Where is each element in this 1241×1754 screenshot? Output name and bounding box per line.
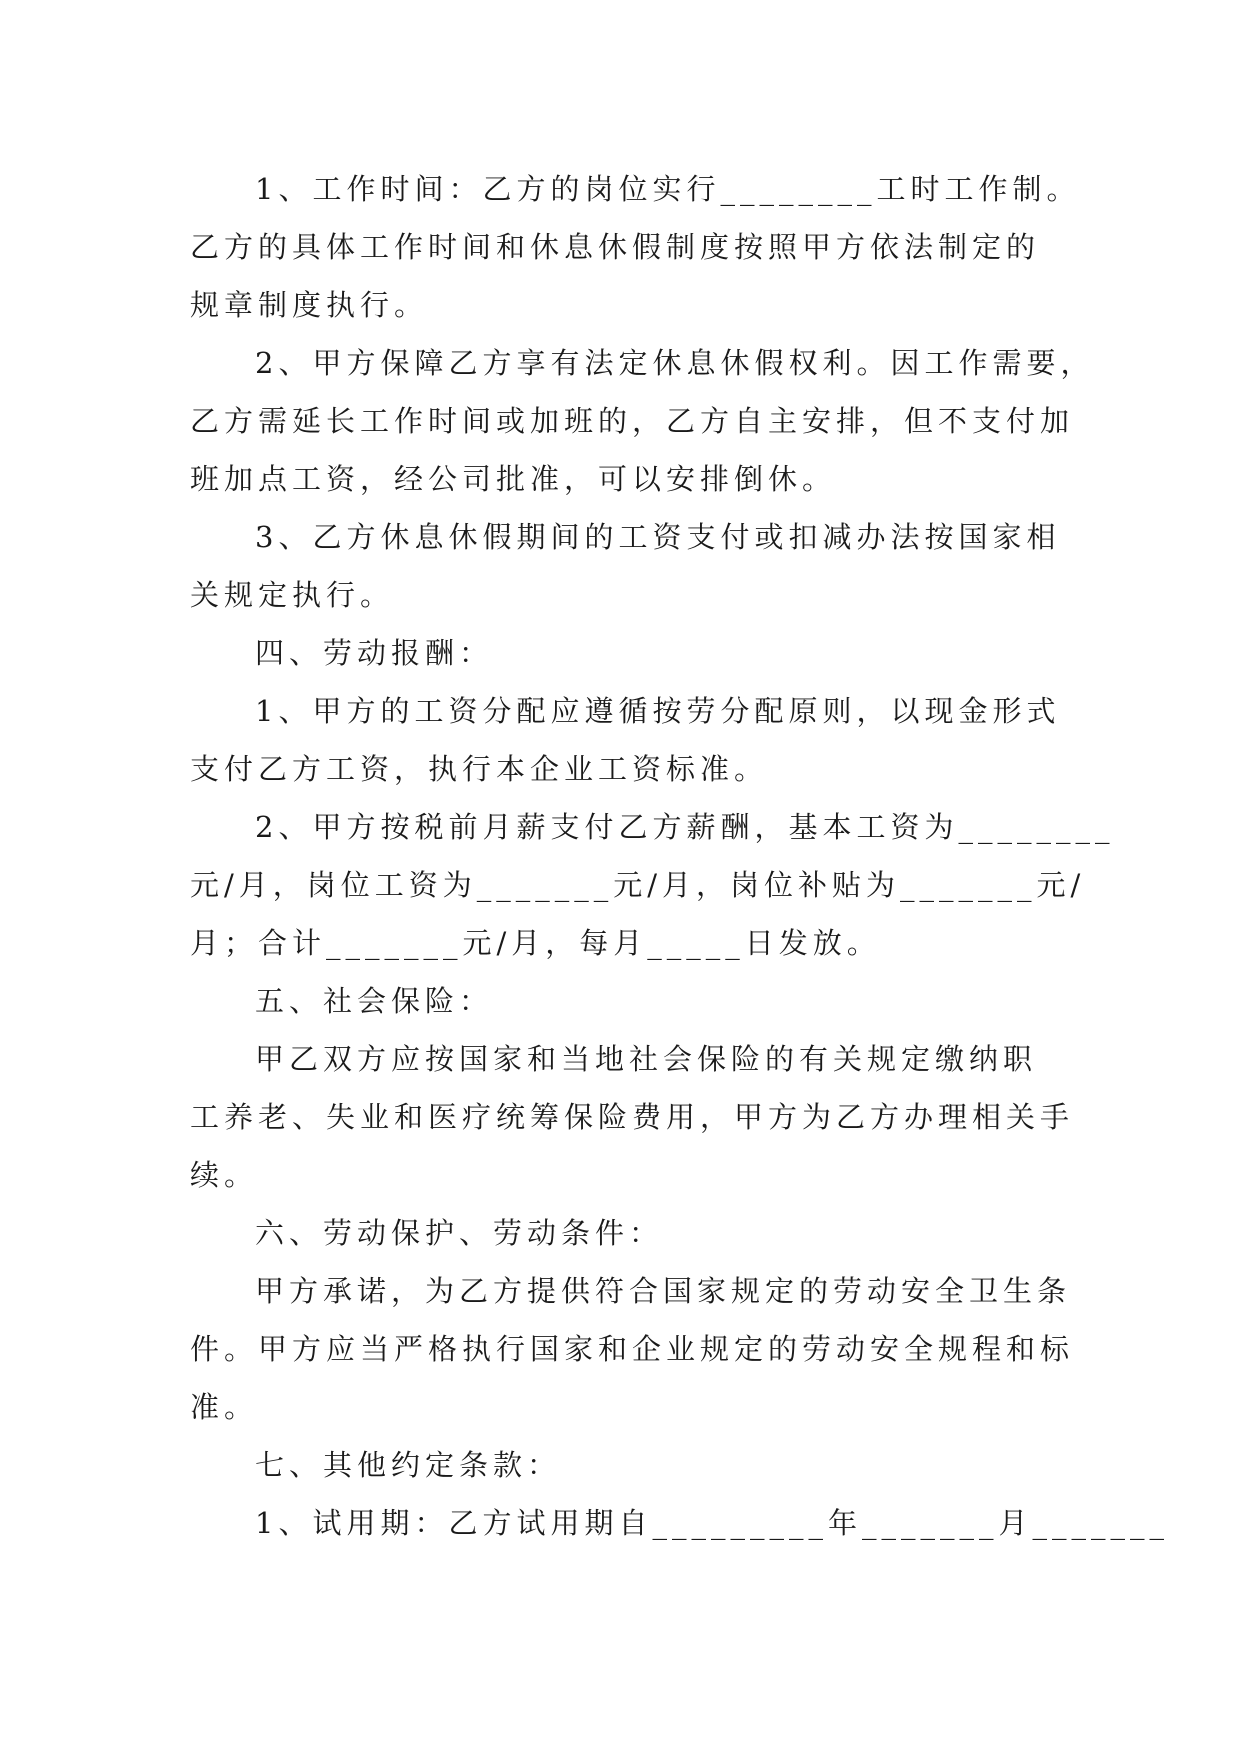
section-heading-other-terms: 七、其他约定条款： [255,1448,562,1482]
clause-probation-line-1: 1、试用期：乙方试用期自_________年_______月_______ [255,1506,1169,1540]
clause-rest-rights-line-1: 2、甲方保障乙方享有法定休息休假权利。因工作需要， [255,346,1095,380]
clause-work-hours-line-2: 乙方的具体工作时间和休息休假制度按照甲方依法制定的 [190,230,1041,264]
clause-protection-line-1: 甲方承诺，为乙方提供符合国家规定的劳动安全卫生条 [255,1274,1072,1308]
clause-insurance-line-3: 续。 [190,1158,259,1192]
clause-work-hours-line-3: 规章制度执行。 [190,288,429,322]
clause-rest-rights-line-3: 班加点工资，经公司批准，可以安排倒休。 [190,462,837,496]
clause-rest-rights-line-2: 乙方需延长工作时间或加班的，乙方自主安排，但不支付加 [190,404,1075,438]
clause-protection-line-2: 件。甲方应当严格执行国家和企业规定的劳动安全规程和标 [190,1332,1075,1366]
clause-insurance-line-1: 甲乙双方应按国家和当地社会保险的有关规定缴纳职 [255,1042,1038,1076]
clause-salary-line-2: 元/月，岗位工资为_______元/月，岗位补贴为_______元/ [190,868,1086,902]
clause-salary-line-3: 月；合计_______元/月，每月_____日发放。 [190,926,881,960]
section-heading-social-insurance: 五、社会保险： [255,984,494,1018]
section-heading-labor-protection: 六、劳动保护、劳动条件： [255,1216,664,1250]
clause-leave-pay-line-1: 3、乙方休息休假期间的工资支付或扣减办法按国家相 [255,520,1061,554]
clause-wage-principle-line-1: 1、甲方的工资分配应遵循按劳分配原则，以现金形式 [255,694,1061,728]
document-body [190,160,1169,1552]
clause-wage-principle-line-2: 支付乙方工资，执行本企业工资标准。 [190,752,769,786]
clause-leave-pay-line-2: 关规定执行。 [190,578,395,612]
clause-work-hours-line-1: 1、工作时间：乙方的岗位实行________工时工作制。 [255,172,1081,206]
clause-insurance-line-2: 工养老、失业和医疗统筹保险费用，甲方为乙方办理相关手 [190,1100,1075,1134]
section-heading-remuneration: 四、劳动报酬： [255,636,494,670]
clause-protection-line-3: 准。 [190,1390,259,1424]
clause-salary-line-1: 2、甲方按税前月薪支付乙方薪酬，基本工资为________ [255,810,1115,844]
